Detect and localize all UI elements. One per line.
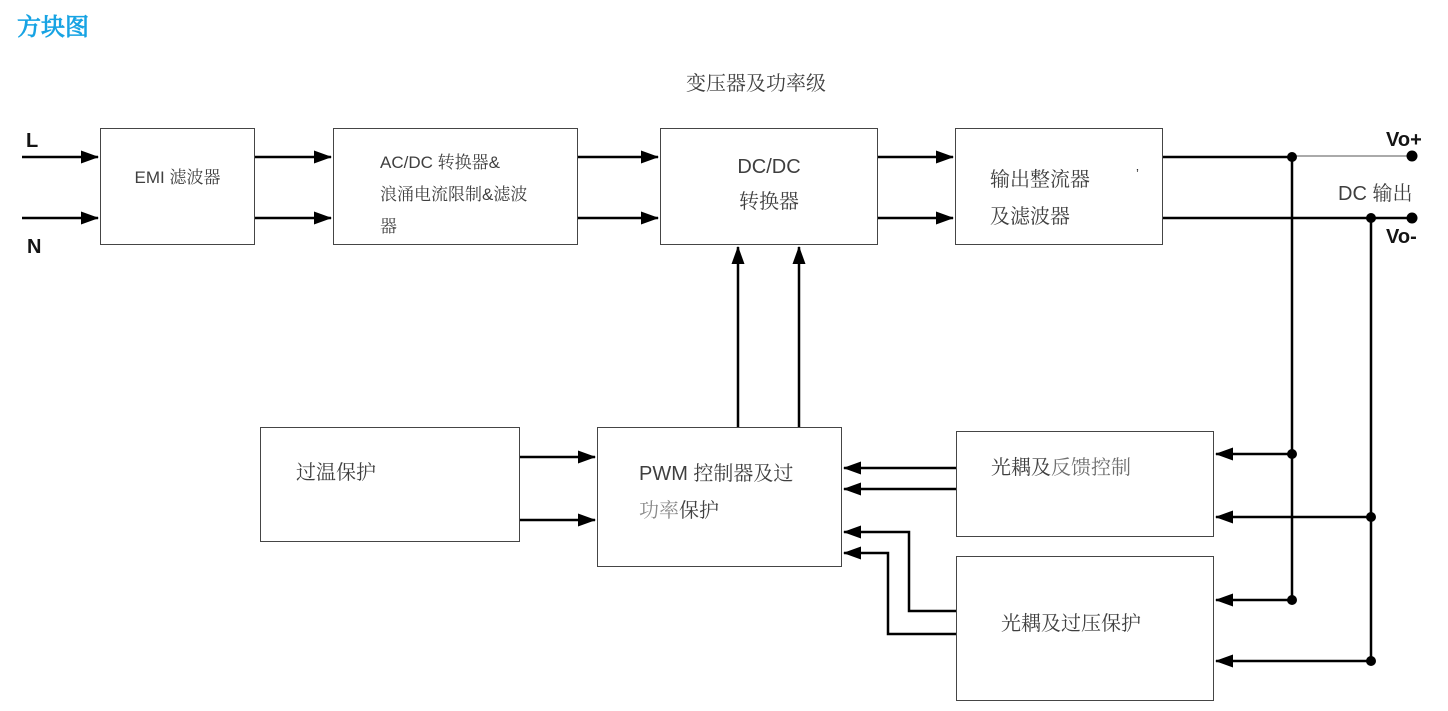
pwm-label-line2	[639, 493, 841, 530]
acdc-label-line3: 器	[380, 217, 397, 236]
block-acdc-converter	[333, 128, 578, 245]
block-optocoupler-overvoltage-protection	[956, 556, 1214, 701]
pwm-label-line2-dark: 保护	[679, 500, 719, 522]
dc-output-label: DC 输出	[1338, 183, 1413, 205]
vo-minus-terminal-label: Vo-	[1386, 226, 1417, 248]
wire-optofb-to-pwm	[844, 468, 956, 489]
dcdc-label-line2: 转换器	[739, 191, 799, 213]
stray-prime-mark: ’	[1136, 166, 1139, 181]
wire-vo-plus-rail	[1163, 151, 1418, 163]
block-over-temperature-protection	[260, 427, 520, 542]
block-optocoupler-feedback-control	[956, 431, 1214, 537]
optoovp-label: 光耦及过压保护	[1001, 613, 1141, 635]
otp-label: 过温保护	[296, 462, 376, 484]
wire-vo-minus-rail	[1163, 213, 1418, 224]
wire-pwm-to-dcdc	[738, 247, 799, 427]
optofb-label-suffix: 反馈控制	[1051, 457, 1131, 479]
block-emi-filter	[100, 128, 255, 245]
dcdc-label-line1: DC/DC	[737, 156, 801, 178]
page-title: 方块图	[17, 14, 89, 41]
outrect-label-line2: 及滤波器	[990, 206, 1070, 228]
emi-filter-label: EMI 滤波器	[134, 168, 221, 187]
vo-plus-terminal-label: Vo+	[1386, 129, 1422, 151]
pwm-label-line1: PWM 控制器及过	[639, 463, 794, 485]
wire-rail-to-optofb-bottom	[1216, 512, 1376, 522]
wire-acdc-to-dcdc	[578, 157, 658, 218]
block-pwm-controller	[597, 427, 842, 567]
wire-otp-to-pwm	[520, 457, 595, 520]
wire-dcdc-to-outrect	[878, 157, 953, 218]
wire-rail-to-optoovp-bottom	[1216, 656, 1376, 666]
optofb-label-prefix: 光耦及	[991, 457, 1051, 479]
wire-optoovp-to-pwm	[844, 532, 956, 634]
wire-rail-to-optofb-top	[1216, 449, 1297, 459]
outrect-label-line1: 输出整流器	[990, 169, 1090, 191]
neutral-terminal-label: N	[27, 236, 42, 258]
block-dcdc-converter	[660, 128, 878, 245]
wire-emi-to-acdc	[255, 157, 331, 218]
pwm-label-line2-light: 功率	[639, 500, 679, 522]
wire-rail-to-optoovp-top	[1216, 595, 1297, 605]
acdc-label-line2: 浪涌电流限制&滤波	[380, 185, 528, 204]
acdc-label-line1: AC/DC 转换器&	[380, 153, 500, 172]
transformer-power-stage-label: 变压器及功率级	[686, 73, 826, 95]
line-terminal-label: L	[26, 130, 39, 152]
block-output-rectifier-filter	[955, 128, 1163, 245]
